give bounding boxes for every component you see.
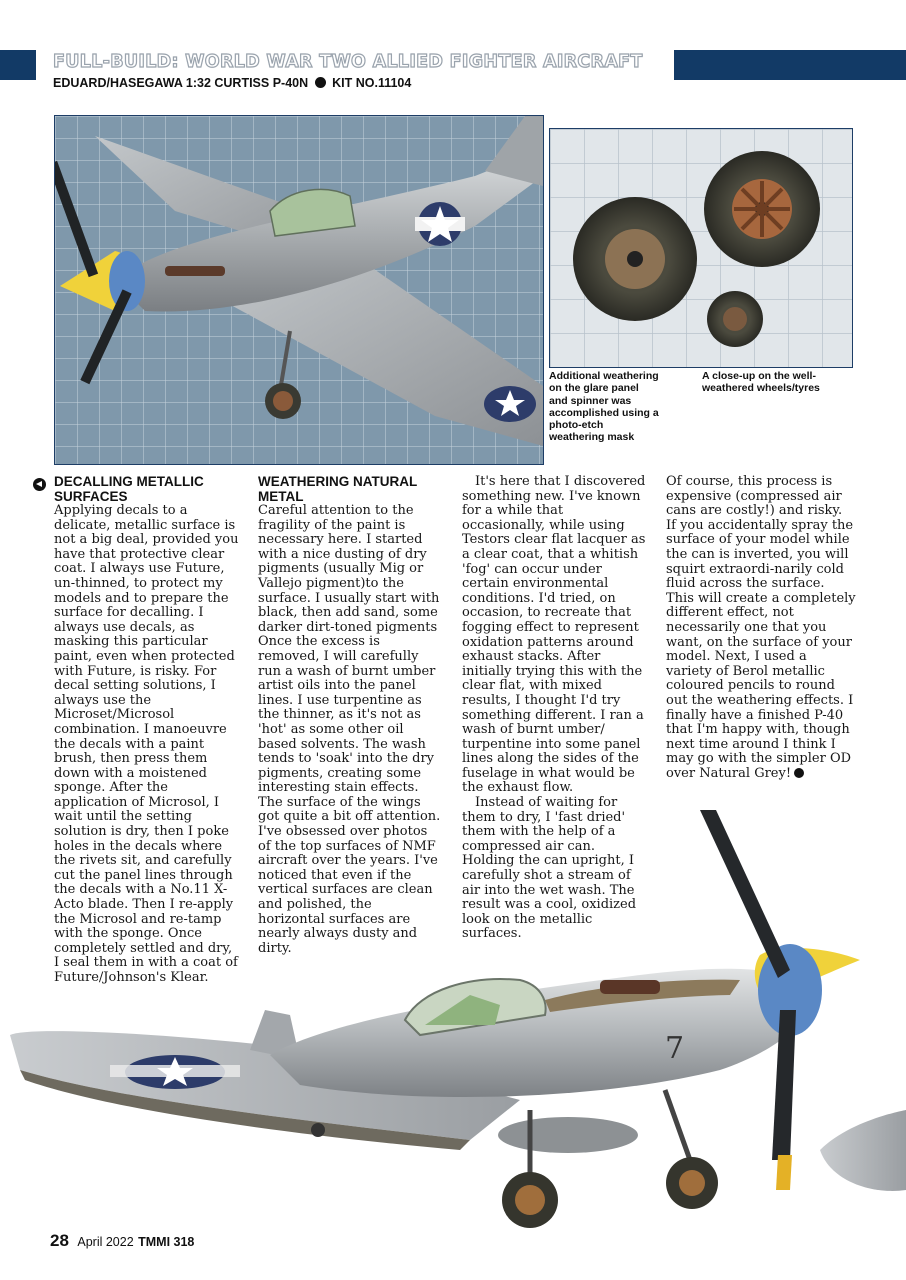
end-mark-icon xyxy=(794,768,804,778)
article-column-4 xyxy=(666,475,856,781)
paragraph-conclusion xyxy=(666,475,856,781)
wheels-photo xyxy=(549,128,853,368)
article-column-3 xyxy=(462,475,648,942)
section-arrow-icon xyxy=(33,478,46,491)
paragraph-conclusion-text: Of course, this process is expensive (compressed air cans are costly!) and risky. If you accidentally spray the surface of your model while the can is inverted, you will squirt extraordi-narily cold fluid across the surface. This will create a completely different effect, not necessarily one that you want, on the surface of your model. Next, I used a variety of Berol metallic coloured pencils to round out the weathering effects. I finally have a finished P-40 that I'm happy with, though next time around I think I may go with the simpler OD over Natural Grey! xyxy=(666,474,856,781)
page-footer xyxy=(50,1231,194,1251)
magazine-issue: TMMI 318 xyxy=(138,1235,195,1249)
wheels-photo-illustration xyxy=(550,129,852,367)
caption-wheels: A close-up on the well-weathered wheels/tyres xyxy=(702,370,820,395)
caption-glare-panel: Additional weathering on the glare panel and spinner was accomplished using a photo-etch weathering mask xyxy=(549,370,659,444)
fuselage-number: 7 xyxy=(665,1031,685,1066)
bullet-dot-icon xyxy=(315,77,326,88)
header-band-right xyxy=(674,50,906,80)
section-heading-weathering: WEATHERING NATURAL METAL xyxy=(258,474,417,504)
paragraph-weathering: Careful attention to the fragility of the paint is necessary here. I started with a nice dusting of dry pigments (usually Mig or Vallejo pigment)to the surface. I usually start with black, then add sand, some darker dirt-toned pigments Once the excess is removed, I will carefully run a wash of burnt umber artist oils into the panel lines. I use turpentine as the thinner, as it's not as 'hot' as some other oil based solvents. The wash tends to 'soak' into the dry pigments, creating some interesting stain effects. The surface of the wings got quite a bit off attention. I've obsessed over photos of the top surfaces of NMF aircraft over the years. I've noticed that even if the vertical surfaces are clean and polished, the horizontal surfaces are nearly always dusty and dirty. xyxy=(258,503,441,956)
kit-line xyxy=(53,76,411,90)
paragraph-fast-drying: Instead of waiting for them to dry, I 'fast dried' them with the help of a compressed air can. Holding the can upright, I carefully shot a stream of air into the wet wash. The result was a cool, oxidized look on the metallic surfaces. xyxy=(462,795,637,942)
header-band-left xyxy=(0,50,36,80)
aircraft-photo-main-illustration xyxy=(55,116,543,464)
article-column-2 xyxy=(258,475,442,956)
page-number: 28 xyxy=(50,1231,69,1250)
section-heading-decalling: DECALLING METALLIC SURFACES xyxy=(54,474,204,504)
aircraft-photo-main xyxy=(54,115,544,465)
paragraph-fogging: It's here that I discovered something new. I've known for a while that occasionally, while using Testors clear flat lacquer as a clear coat, that a whitish 'fog' can occur under certain environmental conditions. I'd tried, on occasion, to recreate that fogging effect to represent oxidation patterns around exhaust stacks. After initially trying this with the clear flat, with mixed results, I thought I'd try something different. I ran a wash of burnt umber/ turpentine into some panel lines along the sides of the fuselage in what would be the exhaust flow. xyxy=(462,474,646,796)
series-title: FULL-BUILD: WORLD WAR TWO ALLIED FIGHTER AIRCRAFT xyxy=(53,52,643,72)
kit-name: EDUARD/HASEGAWA 1:32 CURTISS P-40N xyxy=(53,76,309,90)
kit-number: KIT NO.11104 xyxy=(332,76,412,90)
paragraph-decalling: Applying decals to a delicate, metallic surface is not a big deal, provided you have that protective clear coat. I always use Future, un-thinned, to protect my models and to prepare the surface for decalling. I always use decals, as masking this particular paint, even when protected with Future, is risky. For decal setting solutions, I always use the Microset/Microsol combination. I manoeuvre the decals with a paint brush, then press them down with a moistened sponge. After the application of Microsol, I wait until the setting solution is dry, then I poke holes in the decals where the rivets sit, and carefully cut the panel lines through the decals with a No.11 X-Acto blade. Then I re-apply the Microsol and re-tamp with the sponge. Once completely settled and dry, I seal them in with a coat of Future/Johnson's Klear. xyxy=(54,503,239,985)
article-column-1 xyxy=(54,475,240,986)
issue-date: April 2022 xyxy=(77,1235,134,1249)
